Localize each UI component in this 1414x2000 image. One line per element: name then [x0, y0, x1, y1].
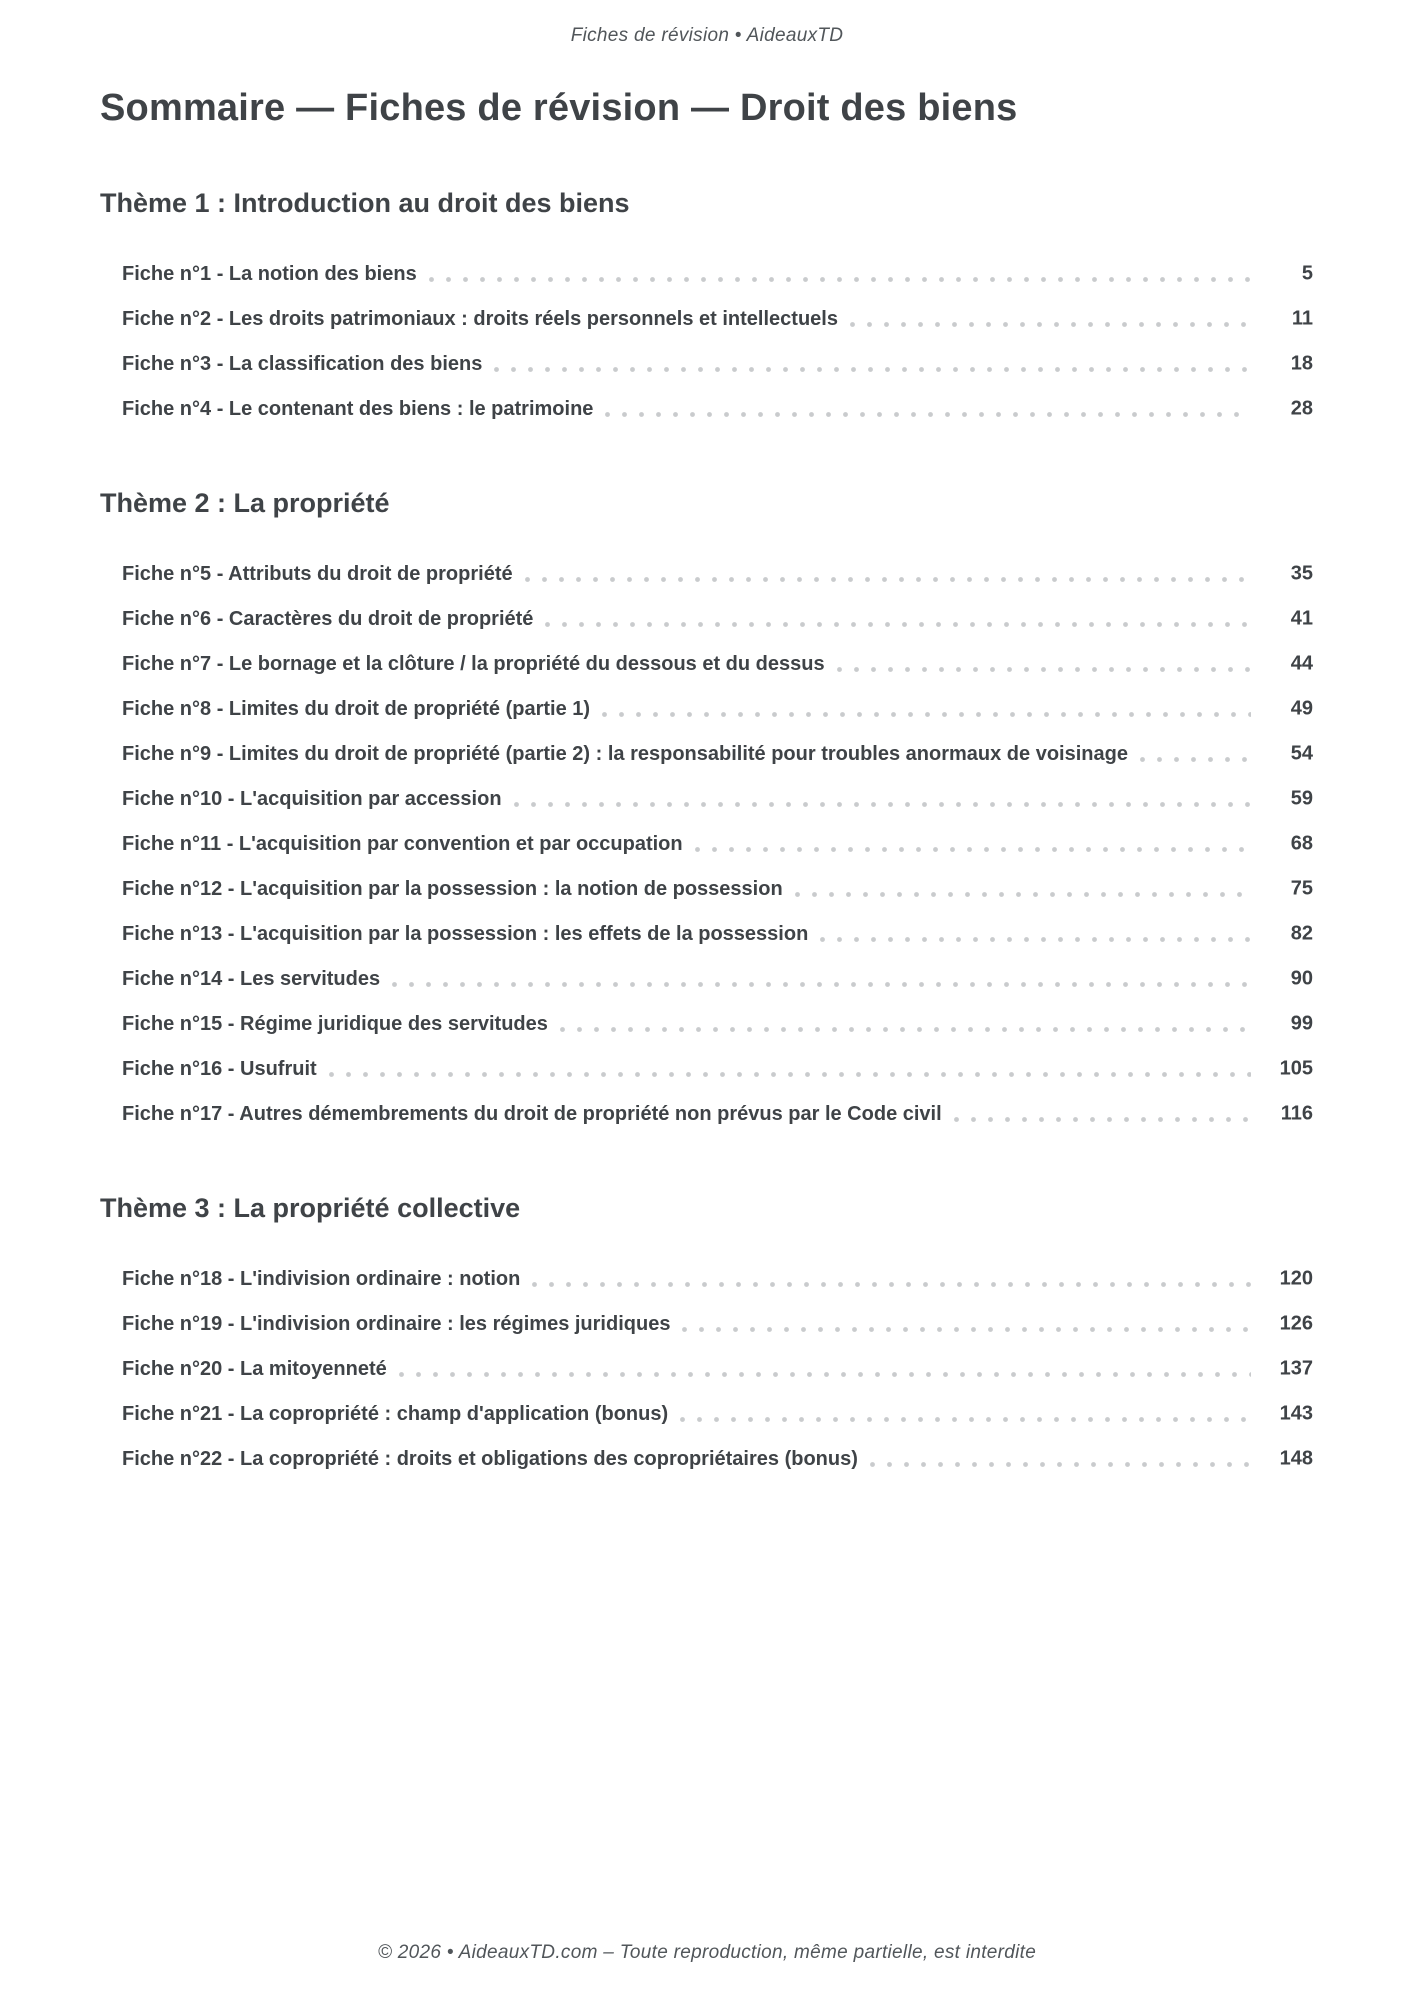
- toc-page-number: 116: [1280, 1102, 1313, 1125]
- toc-item-label: Fiche n°20 - La mitoyenneté: [122, 1357, 387, 1380]
- toc-item[interactable]: [100, 687, 1313, 732]
- toc-leader-dots: [1140, 757, 1251, 762]
- toc-item[interactable]: [100, 1257, 1313, 1302]
- toc-item[interactable]: [100, 552, 1313, 597]
- toc-item-label: Fiche n°21 - La copropriété : champ d'application (bonus): [122, 1402, 669, 1425]
- toc-item[interactable]: [100, 1002, 1313, 1047]
- toc-leader-dots: [680, 1417, 1251, 1422]
- toc-item-label: Fiche n°1 - La notion des biens: [122, 262, 417, 285]
- toc-section: [100, 1191, 1313, 1482]
- page-footer: © 2026 • AideauxTD.com – Toute reproduction, même partielle, est interdite: [377, 1942, 1037, 1963]
- toc-item-label: Fiche n°2 - Les droits patrimoniaux : droits réels personnels et intellectuels: [122, 307, 838, 330]
- toc-sections: [100, 186, 1313, 1482]
- toc-page-number: 143: [1279, 1402, 1313, 1425]
- toc-item-label: Fiche n°10 - L'acquisition par accession: [122, 787, 502, 810]
- toc-item-label: Fiche n°16 - Usufruit: [122, 1057, 317, 1080]
- toc-item-label: Fiche n°9 - Limites du droit de propriété (partie 2) : la responsabilité pour troubles anormaux de voisinage: [122, 742, 1128, 765]
- toc-page-number: 90: [1290, 967, 1313, 990]
- toc-item-label: Fiche n°13 - L'acquisition par la possession : les effets de la possession: [122, 922, 809, 945]
- toc-item-label: Fiche n°11 - L'acquisition par convention et par occupation: [122, 832, 683, 855]
- page-title: Sommaire — Fiches de révision — Droit des biens: [100, 87, 1018, 129]
- toc-item-label: Fiche n°6 - Caractères du droit de propriété: [122, 607, 534, 630]
- toc-leader-dots: [837, 667, 1251, 672]
- toc-leader-dots: [329, 1072, 1251, 1077]
- toc-leader-dots: [560, 1027, 1251, 1032]
- toc-item-label: Fiche n°19 - L'indivision ordinaire : les régimes juridiques: [122, 1312, 671, 1335]
- toc-item-label: Fiche n°7 - Le bornage et la clôture / la propriété du dessous et du dessus: [122, 652, 825, 675]
- toc-page-number: 148: [1279, 1447, 1313, 1470]
- toc-item[interactable]: [100, 387, 1313, 432]
- toc-page-number: 18: [1290, 352, 1313, 375]
- toc-page-number: 41: [1290, 607, 1313, 630]
- toc-page-number: 68: [1290, 832, 1313, 855]
- toc-leader-dots: [850, 322, 1251, 327]
- toc-leader-dots: [532, 1282, 1251, 1287]
- toc-leader-dots: [602, 712, 1251, 717]
- toc-leader-dots: [795, 892, 1251, 897]
- toc-item[interactable]: [100, 867, 1313, 912]
- toc-item-label: Fiche n°22 - La copropriété : droits et obligations des copropriétaires (bonus): [122, 1447, 858, 1470]
- toc-page-number: 99: [1290, 1012, 1313, 1035]
- toc-item[interactable]: [100, 642, 1313, 687]
- toc-page-number: 28: [1290, 397, 1313, 420]
- toc-item-label: Fiche n°15 - Régime juridique des servitudes: [122, 1012, 548, 1035]
- toc-leader-dots: [954, 1117, 1251, 1122]
- section-heading: Thème 2 : La propriété: [100, 487, 390, 518]
- toc-page-number: 5: [1301, 262, 1313, 285]
- toc-item[interactable]: [100, 777, 1313, 822]
- toc-item[interactable]: [100, 957, 1313, 1002]
- toc-page-number: 105: [1279, 1057, 1313, 1080]
- toc-item[interactable]: [100, 1437, 1313, 1482]
- section-items: [100, 1257, 1313, 1482]
- toc-section: [100, 486, 1313, 1137]
- toc-item[interactable]: [100, 822, 1313, 867]
- toc-leader-dots: [820, 937, 1251, 942]
- toc-content: [100, 0, 1313, 1482]
- toc-leader-dots: [514, 802, 1251, 807]
- toc-page-number: 137: [1279, 1357, 1313, 1380]
- toc-page-number: 11: [1291, 307, 1313, 330]
- toc-leader-dots: [870, 1462, 1251, 1467]
- toc-item[interactable]: [100, 1092, 1313, 1137]
- toc-leader-dots: [545, 622, 1251, 627]
- toc-item[interactable]: [100, 912, 1313, 957]
- toc-page-number: 35: [1290, 562, 1313, 585]
- toc-item[interactable]: [100, 1302, 1313, 1347]
- toc-page-number: 49: [1290, 697, 1313, 720]
- toc-item[interactable]: [100, 1392, 1313, 1437]
- page-header: Fiches de révision • AideauxTD: [570, 25, 844, 46]
- toc-leader-dots: [399, 1372, 1251, 1377]
- toc-section: [100, 186, 1313, 432]
- toc-page-number: 126: [1279, 1312, 1313, 1335]
- toc-page-number: 82: [1290, 922, 1313, 945]
- toc-item-label: Fiche n°12 - L'acquisition par la possession : la notion de possession: [122, 877, 783, 900]
- toc-item[interactable]: [100, 297, 1313, 342]
- toc-leader-dots: [682, 1327, 1251, 1332]
- toc-item[interactable]: [100, 732, 1313, 777]
- toc-item[interactable]: [100, 1347, 1313, 1392]
- section-items: [100, 552, 1313, 1137]
- section-heading: Thème 3 : La propriété collective: [100, 1192, 521, 1223]
- toc-page-number: 59: [1290, 787, 1313, 810]
- toc-leader-dots: [695, 847, 1251, 852]
- toc-item-label: Fiche n°14 - Les servitudes: [122, 967, 381, 990]
- toc-item-label: Fiche n°5 - Attributs du droit de propriété: [122, 562, 513, 585]
- toc-item[interactable]: [100, 1047, 1313, 1092]
- toc-item-label: Fiche n°3 - La classification des biens: [122, 352, 483, 375]
- toc-item[interactable]: [100, 342, 1313, 387]
- toc-leader-dots: [525, 577, 1251, 582]
- toc-leader-dots: [429, 277, 1251, 282]
- toc-item-label: Fiche n°17 - Autres démembrements du droit de propriété non prévus par le Code civil: [122, 1102, 942, 1125]
- toc-item-label: Fiche n°4 - Le contenant des biens : le patrimoine: [122, 397, 594, 420]
- section-heading: Thème 1 : Introduction au droit des biens: [100, 187, 630, 218]
- toc-page-number: 75: [1290, 877, 1313, 900]
- toc-item[interactable]: [100, 597, 1313, 642]
- toc-leader-dots: [392, 982, 1251, 987]
- toc-item-label: Fiche n°18 - L'indivision ordinaire : notion: [122, 1267, 521, 1290]
- toc-item-label: Fiche n°8 - Limites du droit de propriété (partie 1): [122, 697, 591, 720]
- toc-page-number: 54: [1290, 742, 1313, 765]
- toc-leader-dots: [494, 367, 1251, 372]
- toc-page-number: 120: [1279, 1267, 1313, 1290]
- toc-page-number: 44: [1290, 652, 1313, 675]
- section-items: [100, 252, 1313, 432]
- toc-leader-dots: [605, 412, 1251, 417]
- toc-item[interactable]: [100, 252, 1313, 297]
